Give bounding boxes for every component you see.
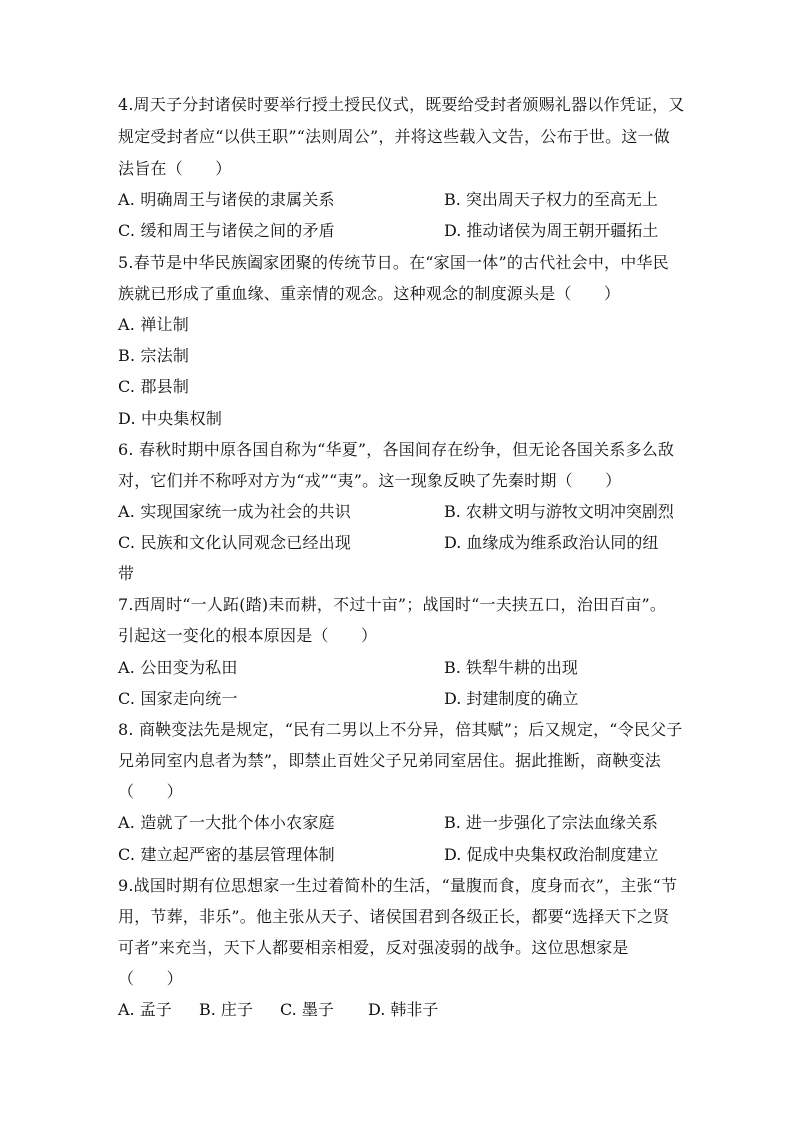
question-7-stem-line-1: 7.西周时“一人跖(踏)耒而耕，不过十亩”；战国时“一夫挟五口，治田百亩”。 — [118, 595, 667, 614]
question-4-option-d: D. 推动诸侯为周王朝开疆拓土 — [444, 221, 659, 240]
question-8-option-a: A. 造就了一大批个体小农家庭 — [118, 813, 335, 832]
question-6-stem-line-2: 对，它们并不称呼对方为“戎”“夷”。这一现象反映了先秦时期（ ） — [118, 471, 622, 490]
question-5-stem-line-2: 族就已形成了重血缘、重亲情的观念。这种观念的制度源头是（ ） — [118, 284, 621, 303]
question-9-option-a: A. 孟子 — [118, 1000, 172, 1019]
question-4-option-a: A. 明确周王与诸侯的隶属关系 — [118, 190, 335, 209]
question-8-option-b: B. 进一步强化了宗法血缘关系 — [444, 813, 658, 832]
question-7-stem-line-2: 引起这一变化的根本原因是（ ） — [118, 626, 378, 645]
question-4-option-b: B. 突出周天子权力的至高无上 — [444, 190, 658, 209]
question-9-stem-line-4: （ ） — [118, 969, 183, 988]
question-9-option-c: C. 墨子 — [280, 1000, 334, 1019]
question-5-stem-line-1: 5.春节是中华民族阖家团聚的传统节日。在“家国一体”的古代社会中，中华民 — [118, 253, 669, 272]
question-8-stem-line-3: （ ） — [118, 782, 183, 801]
question-6-option-b: B. 农耕文明与游牧文明冲突剧烈 — [444, 502, 674, 521]
question-9-option-d: D. 韩非子 — [368, 1000, 439, 1019]
question-6-stem-line-1: 6. 春秋时期中原各国自称为“华夏”，各国间存在纷争，但无论各国关系多么敌 — [118, 440, 675, 459]
question-9-option-b: B. 庄子 — [199, 1000, 253, 1019]
question-4-stem-line-3: 法旨在（ ） — [118, 159, 232, 178]
question-6-option-c: C. 民族和文化认同观念已经出现 — [118, 533, 352, 552]
question-6-option-d: D. 血缘成为维系政治认同的纽 — [444, 533, 659, 552]
question-4-stem-line-2: 规定受封者应“以供王职”“法则周公”，并将这些载入文告，公布于世。这一做 — [118, 127, 670, 146]
question-9-stem-line-2: 用，节葬，非乐”。他主张从天子、诸侯国君到各级正长，都要“选择天下之贤 — [118, 907, 670, 926]
question-7-option-d: D. 封建制度的确立 — [444, 689, 579, 708]
question-8-stem-line-2: 兄弟同室内息者为禁”，即禁止百姓父子兄弟同室居住。据此推断，商鞅变法 — [118, 751, 661, 770]
question-4-option-c: C. 缓和周王与诸侯之间的矛盾 — [118, 221, 335, 240]
question-5-option-c: C. 郡县制 — [118, 377, 190, 396]
question-8-option-d: D. 促成中央集权政治制度建立 — [444, 845, 659, 864]
question-6-option-d-continued: 带 — [118, 564, 135, 583]
question-4-stem-line-1: 4.周天子分封诸侯时要举行授土授民仪式，既要给受封者颁赐礼器以作凭证，又 — [118, 95, 685, 114]
question-5-option-b: B. 宗法制 — [118, 346, 190, 365]
question-9-stem-line-3: 可者”来充当，天下人都要相亲相爱，反对强凌弱的战争。这位思想家是 — [118, 938, 629, 957]
question-5-option-a: A. 禅让制 — [118, 315, 189, 334]
question-8-stem-line-1: 8. 商鞅变法先是规定，“民有二男以上不分异，倍其赋”；后又规定，“令民父子 — [118, 720, 683, 739]
question-7-option-b: B. 铁犁牛耕的出现 — [444, 658, 578, 677]
question-6-option-a: A. 实现国家统一成为社会的共识 — [118, 502, 351, 521]
question-7-option-a: A. 公田变为私田 — [118, 658, 238, 677]
question-8-option-c: C. 建立起严密的基层管理体制 — [118, 845, 335, 864]
question-5-option-d: D. 中央集权制 — [118, 409, 223, 428]
question-9-stem-line-1: 9.战国时期有位思想家一生过着简朴的生活，“量腹而食，度身而衣”，主张“节 — [118, 876, 678, 895]
question-7-option-c: C. 国家走向统一 — [118, 689, 238, 708]
